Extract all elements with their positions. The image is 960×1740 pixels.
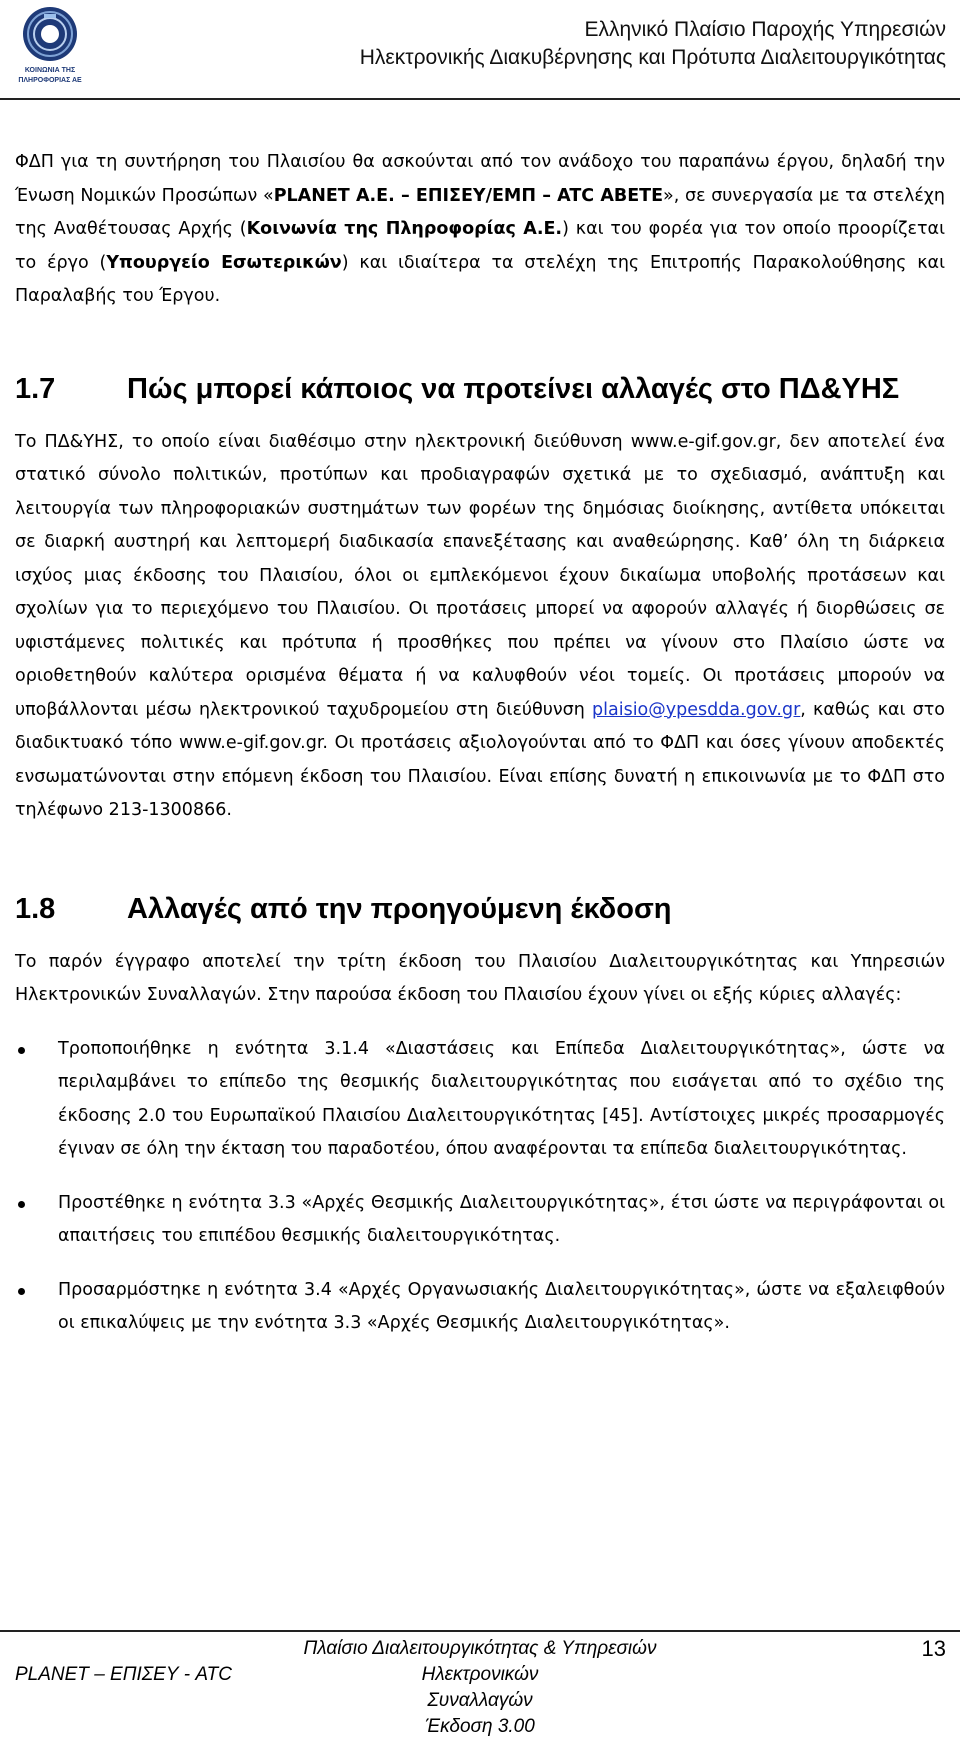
bullet-icon xyxy=(18,1201,25,1208)
list-item: Προστέθηκε η ενότητα 3.3 «Αρχές Θεσμικής Διαλειτουργικότητας», έτσι ώστε να περιγράφονται οι απαιτήσεις του επιπέδου θεσμικής διαλειτουργικότητας. xyxy=(15,1187,945,1254)
footer-divider xyxy=(0,1630,960,1632)
bullet-icon xyxy=(18,1047,25,1054)
section-number: 1.8 xyxy=(15,892,56,925)
header-line-2: Ηλεκτρονικής Διακυβέρνησης και Πρότυπα Διαλειτουργικότητας xyxy=(359,46,946,69)
section-number: 1.7 xyxy=(15,372,56,405)
header-divider xyxy=(0,98,960,100)
section-1-7-heading xyxy=(15,366,945,412)
page-header xyxy=(0,0,960,100)
page-number: 13 xyxy=(921,1636,946,1661)
section-title: Πώς μπορεί κάποιος να προτείνει αλλαγές στο ΠΔ&ΥΗΣ xyxy=(127,372,900,405)
svg-text:ΚΟΙΝΩΝΙΑ ΤΗΣ: ΚΟΙΝΩΝΙΑ ΤΗΣ xyxy=(24,67,76,74)
bullet-icon xyxy=(18,1288,25,1295)
list-item: Τροποποιήθηκε η ενότητα 3.1.4 «Διαστάσεις και Επίπεδα Διαλειτουργικότητας», ώστε να περιλαμβάνει το επίπεδο της θεσμικής διαλειτουργικότητας που εισάγεται από το σχέδιο της έκδοσης 2.0 του Ευρωπαϊκού Πλαισίου Διαλειτουργικότητας [45]. Αντίστοιχες μικρές προσαρμογές έγιναν σε όλη την έκταση του παραδοτέου, όπου αναφέρονται τα επίπεδα διαλειτουργικότητας. xyxy=(15,1033,945,1167)
footer-center: Πλαίσιο Διαλειτουργικότητας & Υπηρεσιών Ηλεκτρονικών Συναλλαγών Έκδοση 3.00 xyxy=(303,1638,657,1737)
section-1-8-intro: Το παρόν έγγραφο αποτελεί την τρίτη έκδοση του Πλαισίου Διαλειτουργικότητας και Υπηρεσιών Ηλεκτρονικών Συναλλαγών. Στην παρούσα έκδοση του Πλαισίου έχουν γίνει οι εξής κύριες αλλαγές: xyxy=(15,951,945,1005)
header-line-1: Ελληνικό Πλαίσιο Παροχής Υπηρεσιών xyxy=(584,18,946,41)
section-1-8-heading xyxy=(15,886,945,932)
email-link[interactable]: plaisio@ypesdda.gov.gr xyxy=(592,699,801,720)
list-item: Προσαρμόστηκε η ενότητα 3.4 «Αρχές Οργανωσιακής Διαλειτουργικότητας», ώστε να εξαλειφθούν οι επικαλύψεις με την ενότητα 3.3 «Αρχές Θεσμικής Διαλειτουργικότητας». xyxy=(15,1274,945,1341)
page-body xyxy=(15,146,945,1361)
changes-list xyxy=(15,1033,945,1341)
section-1-7-paragraph: Το ΠΔ&ΥΗΣ, το οποίο είναι διαθέσιμο στην ηλεκτρονική διεύθυνση www.e-gif.gov.gr, δεν αποτελεί ένα στατικό σύνολο πολιτικών, προτύπων και προδιαγραφών σχετικά με το σχεδιασμό, ανάπτυξη και λειτουργία των πληροφοριακών συστημάτων των φορέων της δημόσιας διοίκησης, αντίθετα υπόκειται σε διαρκή αυστηρή και λεπτομερή διαδικασία επανεξέτασης και αναθεώρησης. Καθ’ όλη τη διάρκεια ισχύος μιας έκδοσης του Πλαισίου, όλοι οι εμπλεκόμενοι έχουν δικαίωμα υποβολής προτάσεων και σχολίων για το περιεχόμενο του Πλαισίου. Οι προτάσεις μπορεί να αφορούν αλλαγές ή διορθώσεις σε υφιστάμενες πολιτικές και πρότυπα ή προσθήκες που πρέπει να γίνουν στο Πλαίσιο ώστε να οριοθετηθούν καλύτερα ορισμένα θέματα ή να καλυφθούν νέοι τομείς. Οι προτάσεις μπορούν να υποβάλλονται μέσω ηλεκτρονικού ταχυδρομείου στη διεύθυνση plaisio@ypesdda.gov.gr, καθώς και στο διαδικτυακό τόπο www.e-gif.gov.gr. Οι προτάσεις αξιολογούνται από το ΦΔΠ και όσες γίνουν αποδεκτές ενσωματώνονται στην επόμενη έκδοση του Πλαισίου. Είναι επίσης δυνατή η επικοινωνία με το ΦΔΠ στο τηλέφωνο 213-1300866. xyxy=(15,431,945,820)
kt-logo xyxy=(14,4,86,88)
section-title: Αλλαγές από την προηγούμενη έκδοση xyxy=(127,892,672,925)
svg-text:ΠΛΗΡΟΦΟΡΙΑΣ ΑΕ: ΠΛΗΡΟΦΟΡΙΑΣ ΑΕ xyxy=(18,77,82,84)
intro-paragraph: ΦΔΠ για τη συντήρηση του Πλαισίου θα ασκούνται από τον ανάδοχο του παραπάνω έργου, δηλαδή την Ένωση Νομικών Προσώπων «PLANET Α.Ε. – ΕΠΙΣΕΥ/ΕΜΠ – ATC ΑΒΕΤΕ», σε συνεργασία με τα στελέχη της Αναθέτουσας Αρχής (Κοινωνία της Πληροφορίας Α.Ε.) και του φορέα για τον οποίο προορίζεται το έργο (Υπουργείο Εσωτερικών) και ιδιαίτερα τα στελέχη της Επιτροπής Παρακολούθησης και Παραλαβής του Έργου. xyxy=(15,152,945,306)
header-title xyxy=(360,16,946,72)
footer-left: PLANET – ΕΠΙΣΕΥ - ATC xyxy=(15,1664,232,1685)
